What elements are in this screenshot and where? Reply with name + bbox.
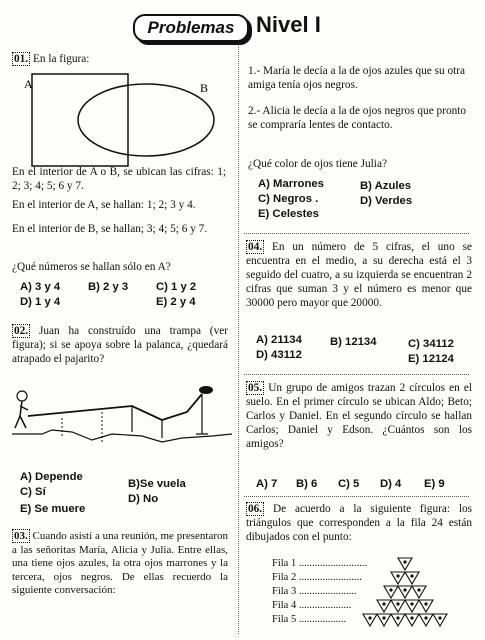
p02-option-b: B)Se vuela [128,478,186,490]
row-label-2: Fila 2 ........................ [272,572,362,583]
p04-option-b: B) 12134 [330,336,377,348]
problem-03-statement-2: 2.- Alicia le decía a la de ojos negros que pronto se compraría lentes de contacto. [248,105,467,131]
triangle-dot-row5-2 [382,616,385,619]
problem-02-text: 02. Juan ha construído una trampa (ver figura); si se apoya sobre la palanca, ¿quedará atrapado el pajarito? [12,325,228,365]
triangle-row2-2 [405,572,419,584]
triangle-row5-5 [419,614,433,626]
triangle-row3-1 [384,586,398,598]
p02-option-d: D) No [128,493,159,505]
triangle-row2-1 [391,572,405,584]
problem-04-text: 04. En un número de 5 cifras, el uno se encuentra en el medio, a su derecha está el 3 seguido del cuatro, a su izquierda se encuentran 2 cifras que suman 3 y el número es menor que 30000 pero mayor que 20000. [246,241,472,309]
problem-01-number: 01. [14,53,29,65]
triangle-row5-2 [377,614,391,626]
triangle-dot-row3-2 [403,588,406,591]
problem-05-number: 05. [248,382,263,394]
triangle-dot-row2-1 [396,574,399,577]
p04-option-d: D) 43112 [256,349,302,361]
p03-option-d: D) Verdes [360,195,413,207]
p04-option-c: C) 34112 [408,338,454,350]
set-a-label: A [24,77,33,91]
problem-04-number: 04. [248,241,263,253]
triangle-dot-row5-1 [368,616,371,619]
problem-03-text: 03. Cuando asistí a una reunión, me presentaron a las señoritas María, Alicia y Julia. Entre ellas, una tiene ojos azules, la otra ojos marrones y la tercera, ojos negros. De ellas recuerdo la siguiente conversación: [12,530,228,596]
p02-option-a: A) Depende [20,471,83,483]
row-label-4: Fila 4 .................... [272,600,352,611]
triangle-row4-4 [419,600,433,612]
problem-05-text: 05. Un grupo de amigos trazan 2 círculos en el suelo. En el primer círculo se ubican Aldo; Beto; Carlos y Daniel. En el segundo círculo se hallan Carlos; Daniel y Edson. ¿Cuántos son los amigos? [246,382,473,450]
triangle-row5-4 [405,614,419,626]
triangle-row5-3 [391,614,405,626]
divider-3 [244,496,469,497]
p05-option-e: E) 9 [424,478,445,490]
triangle-dot-row3-1 [389,588,392,591]
triangle-dot-row4-2 [396,602,399,605]
p02-option-e: E) Se muere [20,503,86,515]
page-title: Problemas [133,14,249,42]
set-b-ellipse [78,84,214,156]
triangle-dot-row5-6 [438,616,441,619]
problem-01-line1: En el interior de A o B, se ubican las cifras: 1; 2; 3; 4; 5; 6 y 7. [12,166,226,192]
level-label: Nivel I [256,12,321,37]
problem-06-number: 06. [248,503,263,515]
p03-option-e: E) Celestes [258,208,319,220]
triangle-row4-3 [405,600,419,612]
venn-diagram [18,68,230,168]
column-divider [238,44,239,634]
triangle-dot-row5-5 [424,616,427,619]
p04-option-e: E) 12124 [408,353,454,365]
triangle-dot-row4-4 [424,602,427,605]
trap-figure [12,382,234,452]
p05-option-d: D) 4 [380,478,402,490]
triangle-dot-row2-2 [410,574,413,577]
p05-option-a: A) 7 [256,478,278,490]
row-labels [272,557,367,627]
triangle-dot-row1-1 [403,560,406,563]
problem-03-question: ¿Qué color de ojos tiene Julia? [248,158,387,170]
p03-option-b: B) Azules [360,180,412,192]
triangle-dot-row4-1 [382,602,385,605]
p03-option-c: C) Negros . [258,193,319,205]
problem-01-header [12,52,89,66]
p01-option-e: E) 2 y 4 [156,296,196,308]
triangle-row3-3 [412,586,426,598]
divider-2 [244,374,469,375]
problem-06-text: 06. De acuerdo a la siguiente figura: los triángulos que corresponden a la fila 24 están dibujados con el punto: [246,503,473,543]
problem-03-statement-1: 1.- María le decía a la de ojos azules que su otra amiga tenía ojos negros. [248,65,466,91]
triangle-row3-2 [398,586,412,598]
triangle-pattern [362,556,448,632]
p01-option-a: A) 3 y 4 [20,281,61,293]
p05-option-b: B) 6 [296,478,318,490]
triangle-row4-2 [391,600,405,612]
row-label-3: Fila 3 ...................... [272,586,357,597]
triangle-row4-1 [377,600,391,612]
p01-option-c: C) 1 y 2 [156,281,197,293]
row-label-1: Fila 1 .......................... [272,558,368,569]
problem-01-question: ¿Qué números se hallan sólo en A? [12,261,171,273]
row-label-5: Fila 5 .................. [272,614,347,625]
p05-option-c: C) 5 [338,478,360,490]
triangle-row1-1 [398,558,412,570]
triangle-dot-row5-4 [410,616,413,619]
problem-01-intro: En la figura: [32,53,90,65]
triangle-row5-6 [433,614,447,626]
problem-01-line3: En el interior de B, se hallan; 3; 4; 5; 6 y 7. [12,223,208,235]
problem-02-number: 02. [14,325,29,337]
problem-01-line2: En el interior de A, se hallan: 1; 2; 3 y 4. [12,199,196,211]
p01-option-b: B) 2 y 3 [88,281,129,293]
triangle-row5-1 [363,614,377,626]
problem-03-number: 03. [14,530,28,542]
triangle-dot-row3-3 [417,588,420,591]
triangle-dot-row4-3 [410,602,413,605]
triangle-dot-row5-3 [396,616,399,619]
divider-1 [244,233,469,234]
set-b-label: B [200,81,209,95]
p02-option-c: C) Sí [20,486,46,498]
p01-option-d: D) 1 y 4 [20,296,61,308]
p04-option-a: A) 21134 [256,334,302,346]
p03-option-a: A) Marrones [258,178,324,190]
